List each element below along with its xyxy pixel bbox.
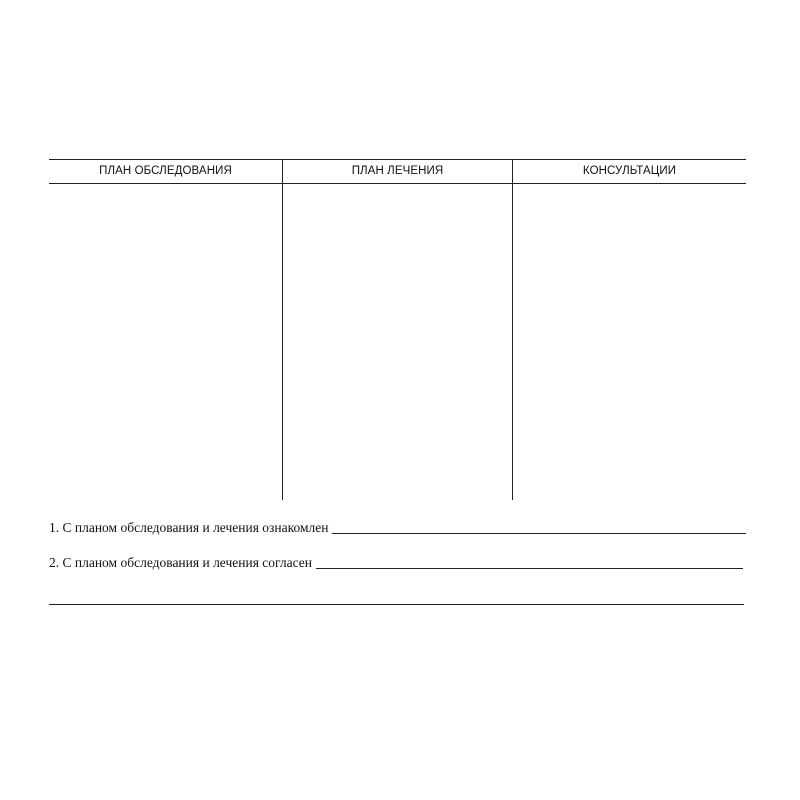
consent-agreed-row [49,552,743,572]
consultations-field[interactable] [513,184,746,500]
additional-signature-line[interactable] [49,604,744,605]
treatment-plan-field[interactable] [283,184,512,500]
column-header-consultations: КОНСУЛЬТАЦИИ [582,165,677,177]
examination-plan-field[interactable] [49,184,282,500]
consent-acknowledged-signature-field[interactable] [332,533,746,534]
column-header-examination-plan: ПЛАН ОБСЛЕДОВАНИЯ [99,165,232,177]
plan-table [49,159,746,500]
consent-agreed-signature-field[interactable] [316,568,743,569]
consent-agreed-label: 2. С планом обследования и лечения согласен [49,555,312,570]
consent-acknowledged-row [49,517,746,537]
column-header-treatment-plan: ПЛАН ЛЕЧЕНИЯ [351,165,444,177]
consent-acknowledged-label: 1. С планом обследования и лечения ознакомлен [49,520,329,535]
